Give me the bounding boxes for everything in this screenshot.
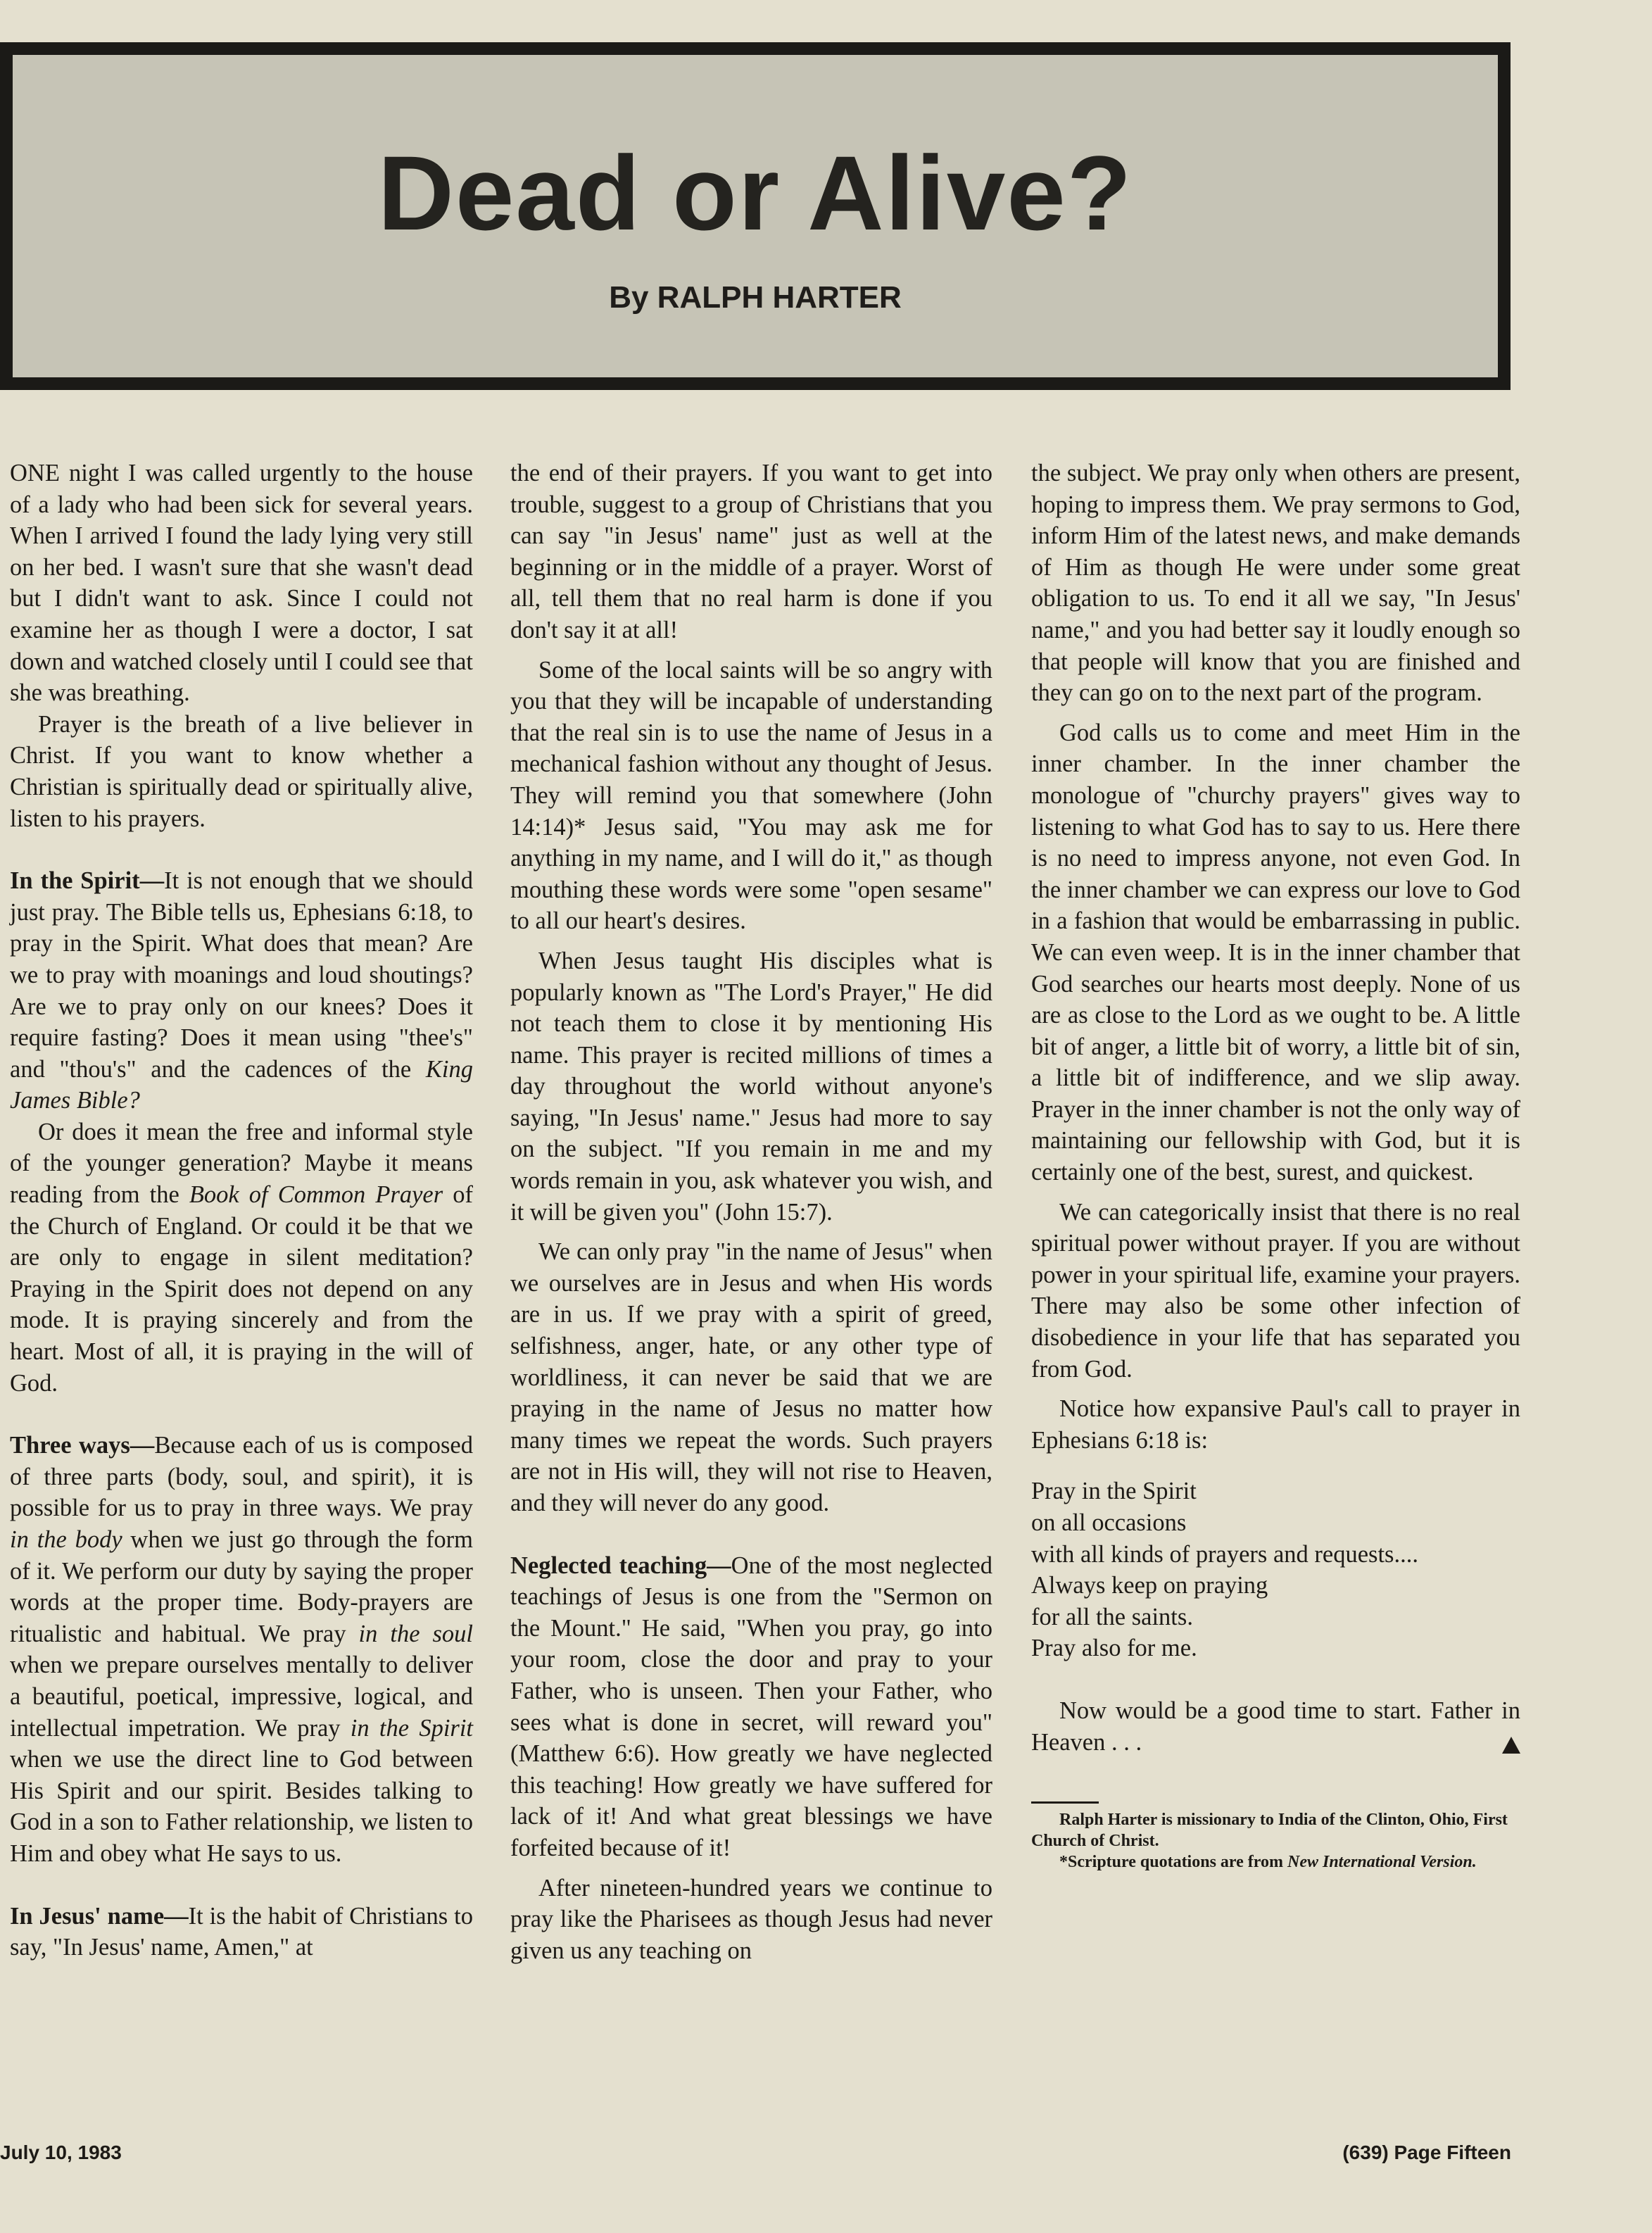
paragraph: God calls us to come and meet Him in the inner chamber. In the inner chamber the monologue of "churchy prayers" gives way to listening to what God has to say to us. Here there is no need to impress anyone, not even God. In the inner chamber we can express our love to God in a fashion that would be embarrassing in public. We can even weep. It is in the inner chamber that God searches our hearts most deeply. None of us are as close to the Lord as we ought to be. A little bit of anger, a little bit of worry, a little bit of sin, a little bit of indifference, and we slip away. Prayer in the inner chamber is not the only way of maintaining our fellowship with God, but it is certainly one of the best, surest, and quickest. bbox=[1031, 719, 1520, 1186]
verse-line: Pray also for me. bbox=[1031, 1635, 1197, 1662]
subhead-neglected-teaching: Neglected teaching— bbox=[510, 1552, 731, 1579]
scripture-note: *Scripture quotations are from New International Version. bbox=[1059, 1853, 1477, 1872]
paragraph: In Jesus' name—It is the habit of Christians to say, "In Jesus' name, Amen," at bbox=[10, 1902, 473, 1961]
paragraph: ONE night I was called urgently to the house of a lady who had been sick for several years. When I arrived I found the lady lying very still on her bed. I wasn't sure that she wasn't dead but I didn't want to ask. Since I could not examine her as though I were a doctor, I sat down and watched closely until I could see that she was breathing. bbox=[10, 460, 473, 707]
author-note: Ralph Harter is missionary to India of the Clinton, Ohio, First Church of Christ. bbox=[1031, 1811, 1508, 1851]
column-2 bbox=[510, 458, 992, 1966]
footer-date: July 10, 1983 bbox=[0, 2141, 122, 2163]
footer-page-number: (639) Page Fifteen bbox=[1342, 2141, 1511, 2163]
column-1 bbox=[10, 458, 473, 1963]
paragraph: We can only pray "in the name of Jesus" when we ourselves are in Jesus and when His words are in us. If we pray with a spirit of greed, selfishness, anger, hate, or any other type of worldliness, it can never be said that we are praying in the name of Jesus no matter how many times we repeat the words. Such prayers are not in His will, they will not rise to Heaven, and they will never do any good. bbox=[510, 1238, 992, 1516]
byline: By RALPH HARTER bbox=[609, 280, 902, 315]
paragraph: When Jesus taught His disciples what is popularly known as "The Lord's Prayer," He did not teach them to close it by mentioning His name. This prayer is recited millions of times a day throughout the world without anyone's saying, "In Jesus' name." Jesus had more to say on the subject. "If you remain in me and my words remain in you, ask whatever you wish, and it will be given you" (John 15:7). bbox=[510, 947, 992, 1226]
paragraph: Or does it mean the free and informal style of the younger generation? Maybe it means reading from the Book of Common Prayer of the Church of England. Or could it be that we are only to engage in silent meditation? Praying in the Spirit does not depend on any mode. It is praying sincerely and from the heart. Most of all, it is praying in the will of God. bbox=[10, 1118, 473, 1397]
verse-line: on all occasions bbox=[1031, 1509, 1187, 1536]
article-title: Dead or Alive? bbox=[377, 134, 1133, 252]
footnote-rule bbox=[1031, 1801, 1099, 1804]
paragraph: the end of their prayers. If you want to get into trouble, suggest to a group of Christians that you can say "in Jesus' name" just as well at the beginning or in the middle of a prayer. Worst of all, tell them that no real harm is done if you don't say it at all! bbox=[510, 460, 992, 643]
paragraph: Some of the local saints will be so angry with you that they will be incapable of understanding that the real sin is to use the name of Jesus in a mechanical fashion without any thought of Jesus. They will remind you that somewhere (John 14:14)* Jesus said, "You may ask me for anything in my name, and I will do it," as though mouthing these words were some "open sesame" to all our heart's desires. bbox=[510, 656, 992, 935]
verse-line: Always keep on praying bbox=[1031, 1572, 1268, 1599]
end-triangle-icon bbox=[1502, 1737, 1520, 1754]
paragraph: After nineteen-hundred years we continue to pray like the Pharisees as though Jesus had never given us any teaching on bbox=[510, 1874, 992, 1964]
paragraph: Neglected teaching—One of the most neglected teachings of Jesus is one from the "Sermon on the Mount." He said, "When you pray, go into your room, close the door and pray to your Father, who is unseen. Then your Father, who sees what is done in secret, will reward you" (Matthew 6:6). How greatly we have neglected this teaching! How greatly we have suffered for lack of it! And what great blessings we have forfeited because of it! bbox=[510, 1552, 992, 1861]
paragraph: Now would be a good time to start. Father in Heaven . . . bbox=[1031, 1697, 1520, 1756]
column-3 bbox=[1031, 458, 1520, 1873]
verse-line: for all the saints. bbox=[1031, 1603, 1193, 1630]
paragraph: the subject. We pray only when others are present, hoping to impress them. We pray sermons to God, inform Him of the latest news, and make demands of Him as though He were under some great obligation to us. To end it all we say, "In Jesus' name," and you had better say it loudly enough so that people will know that you are finished and they can go on to the next part of the program. bbox=[1031, 460, 1520, 707]
subhead-in-jesus-name: In Jesus' name— bbox=[10, 1902, 189, 1930]
subhead-three-ways: Three ways— bbox=[10, 1432, 155, 1459]
scripture-verse bbox=[1031, 1476, 1520, 1664]
paragraph: In the Spirit—It is not enough that we should just pray. The Bible tells us, Ephesians 6:18, to pray in the Spirit. What does that mean? Are we to pray with moanings and loud shoutings? Are we to pray only on our knees? Does it require fasting? Does it mean using "thee's" and "thou's" and the cadences of the King James Bible? bbox=[10, 867, 473, 1114]
paragraph: Three ways—Because each of us is composed of three parts (body, soul, and spirit), it is possible for us to pray in three ways. We pray in the body when we just go through the form of it. We perform our duty by saying the proper words at the proper time. Body-prayers are ritualistic and habitual. We pray in the soul when we prepare ourselves mentally to deliver a beautiful, poetical, impressive, logical, and intellectual impetration. We pray in the Spirit when we use the direct line to God between His Spirit and our spirit. Besides talking to God in a son to Father relationship, we listen to Him and obey what He says to us. bbox=[10, 1432, 474, 1867]
title-box bbox=[0, 42, 1511, 390]
subhead-in-the-spirit: In the Spirit— bbox=[10, 867, 165, 895]
verse-line: with all kinds of prayers and requests.... bbox=[1031, 1540, 1418, 1568]
verse-line: Pray in the Spirit bbox=[1031, 1478, 1197, 1505]
paragraph: Prayer is the breath of a live believer in Christ. If you want to know whether a Christian is spiritually dead or spiritually alive, listen to his prayers. bbox=[10, 710, 473, 832]
paragraph: We can categorically insist that there is no real spiritual power without prayer. If you are without power in your spiritual life, examine your prayers. There may also be some other infection of disobedience in your life that has separated you from God. bbox=[1031, 1198, 1520, 1383]
paragraph: Notice how expansive Paul's call to prayer in Ephesians 6:18 is: bbox=[1031, 1395, 1520, 1454]
